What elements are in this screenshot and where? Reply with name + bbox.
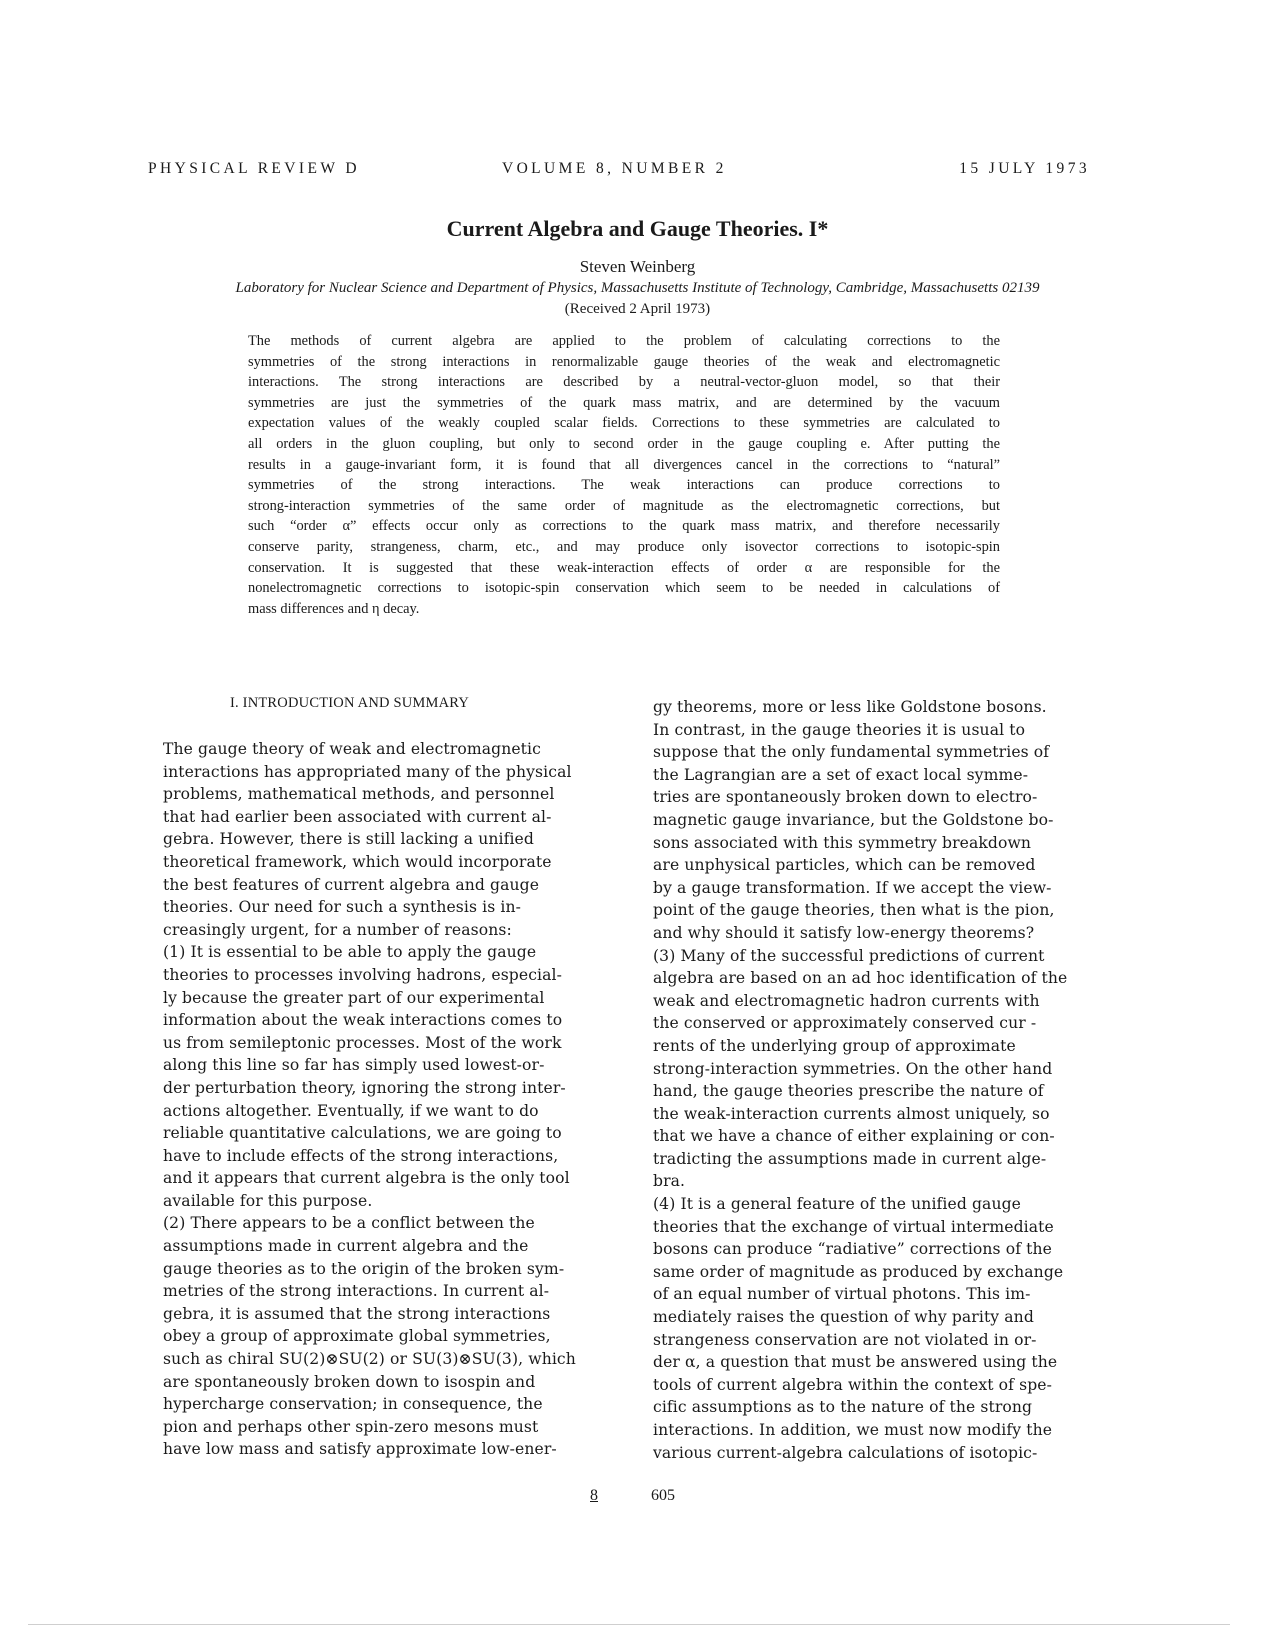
text-line: (3) Many of the successful predictions of current [653, 946, 1045, 965]
section-heading: I. INTRODUCTION AND SUMMARY [230, 695, 470, 711]
text-line: mediately raises the question of why parity and [653, 1308, 1034, 1327]
journal-name: PHYSICAL REVIEW D [148, 160, 360, 177]
issue-date: 15 JULY 1973 [959, 160, 1090, 177]
text-line: der α, a question that must be answered using the [653, 1353, 1058, 1372]
text-line: the conserved or approximately conserved cur - [653, 1014, 1037, 1033]
text-line: weak and electromagnetic hadron currents with [653, 991, 1040, 1010]
text-line: metries of the strong interactions. In current al- [163, 1282, 550, 1301]
text-line: mass differences and η decay. [248, 600, 420, 617]
text-line: have low mass and satisfy approximate low-ener- [163, 1440, 557, 1459]
text-line: and why should it satisfy low-energy theorems? [653, 923, 1035, 942]
text-line: gebra, it is assumed that the strong interactions [163, 1304, 551, 1323]
text-line: us from semileptonic processes. Most of the work [163, 1033, 562, 1052]
text-line: theories. Our need for such a synthesis is in- [163, 898, 521, 917]
text-line: same order of magnitude as produced by exchange [653, 1262, 1064, 1281]
text-line: available for this purpose. [163, 1191, 373, 1210]
text-line: The methods of current algebra are applied to the problem of calculating corrections to the [248, 333, 1000, 349]
text-line: interactions has appropriated many of the physical [163, 762, 572, 781]
text-line: interactions. In addition, we must now modify the [653, 1421, 1053, 1439]
right-column [653, 696, 1106, 1464]
volume-number: VOLUME 8, NUMBER 2 [502, 160, 727, 177]
text-line: (4) It is a general feature of the unified gauge [653, 1195, 1021, 1214]
paper-title: Current Algebra and Gauge Theories. I* [446, 216, 829, 241]
text-line: point of the gauge theories, then what is the pion, [653, 901, 1055, 920]
text-line: ly because the greater part of our experimental [163, 988, 545, 1007]
text-line: der perturbation theory, ignoring the strong inter- [163, 1078, 566, 1097]
text-line: (1) It is essential to be able to apply the gauge [163, 943, 537, 962]
left-column [163, 738, 603, 1461]
text-line: gy theorems, more or less like Goldstone bosons. [653, 698, 1047, 716]
text-line: various current-algebra calculations of isotopic- [653, 1443, 1038, 1462]
text-line: along this line so far has simply used lowest-or- [163, 1056, 545, 1075]
text-line: (2) There appears to be a conflict between the [163, 1214, 535, 1233]
page-number: 605 [651, 1487, 675, 1504]
text-line: of an equal number of virtual photons. This im- [653, 1285, 1031, 1304]
text-line: In contrast, in the gauge theories it is usual to [653, 720, 1026, 739]
text-line: such “order α” effects occur only as corrections to the quark mass matrix, and therefore necessarily [248, 518, 1000, 535]
text-line: theoretical framework, which would incorporate [163, 852, 552, 871]
author-affiliation: Laboratory for Nuclear Science and Department of Physics, Massachusetts Institute of Technology, Cambridge, Massachusetts 02139 [235, 280, 1040, 296]
text-line: expectation values of the weakly coupled scalar fields. Corrections to these symmetries are calculated to [248, 415, 1000, 432]
text-line: The gauge theory of weak and electromagnetic [163, 740, 541, 758]
text-line: hypercharge conservation; in consequence, the [163, 1395, 543, 1414]
text-line: tradicting the assumptions made in current alge- [653, 1149, 1047, 1168]
text-line: tools of current algebra within the context of spe- [653, 1375, 1052, 1394]
text-line: algebra are based on an ad hoc identification of the [653, 969, 1068, 988]
journal-header [148, 160, 1090, 182]
text-line: are spontaneously broken down to isospin and [163, 1372, 536, 1391]
text-line: strong-interaction symmetries. On the other hand [653, 1059, 1053, 1078]
text-line: hand, the gauge theories prescribe the nature of [653, 1082, 1044, 1101]
text-line: all orders in the gluon coupling, but only to second order in the gauge coupling e. After putting the [248, 435, 1000, 452]
text-line: creasingly urgent, for a number of reasons: [163, 920, 512, 939]
text-line: strong-interaction symmetries of the same order of magnitude as the electromagnetic corrections, but [248, 497, 1000, 514]
text-line: gauge theories as to the origin of the broken sym- [163, 1259, 565, 1278]
text-line: actions altogether. Eventually, if we want to do [163, 1101, 539, 1120]
text-line: tries are spontaneously broken down to electro- [653, 788, 1038, 807]
text-line: assumptions made in current algebra and the [163, 1237, 529, 1256]
abstract [248, 331, 1000, 619]
text-line: bosons can produce “radiative” corrections of the [653, 1240, 1052, 1259]
text-line: that we have a chance of either explaining or con- [653, 1127, 1055, 1146]
text-line: gebra. However, there is still lacking a unified [163, 830, 534, 849]
text-line: and it appears that current algebra is the only tool [163, 1169, 570, 1188]
text-line: reliable quantitative calculations, we are going to [163, 1124, 562, 1143]
text-line: the Lagrangian are a set of exact local symme- [653, 765, 1029, 784]
text-line: have to include effects of the strong interactions, [163, 1146, 559, 1165]
text-line: the best features of current algebra and gauge [163, 875, 540, 894]
text-line: strangeness conservation are not violated in or- [653, 1330, 1037, 1349]
text-line: suppose that the only fundamental symmetries of [653, 743, 1050, 762]
text-line: theories that the exchange of virtual intermediate [653, 1217, 1054, 1236]
text-line: theories to processes involving hadrons, especial- [163, 965, 562, 984]
text-line: interactions. The strong interactions are described by a neutral-vector-gluon model, so that their [248, 374, 1000, 391]
text-line: sons associated with this symmetry breakdown [653, 833, 1032, 852]
text-line: problems, mathematical methods, and personnel [163, 785, 555, 804]
text-line: magnetic gauge invariance, but the Goldstone bo- [653, 810, 1054, 829]
text-line: results in a gauge-invariant form, it is found that all divergences cancel in the corrections to “natural” [248, 456, 1000, 473]
text-line: the weak-interaction currents almost uniquely, so [653, 1104, 1050, 1123]
text-line: by a gauge transformation. If we accept the view- [653, 878, 1052, 897]
text-line: obey a group of approximate global symmetries, [163, 1327, 551, 1346]
author-name: Steven Weinberg [579, 257, 696, 276]
text-line: such as chiral SU(2)⊗SU(2) or SU(3)⊗SU(3), which [163, 1350, 576, 1369]
text-line: cific assumptions as to the nature of the strong [653, 1398, 1033, 1417]
text-line: conserve parity, strangeness, charm, etc., and may produce only isovector corrections to isotopic-spin [248, 538, 1000, 555]
text-line: symmetries of the strong interactions. The weak interactions can produce corrections to [248, 477, 1000, 494]
text-line: symmetries are just the symmetries of the quark mass matrix, and are determined by the vacuum [248, 394, 1000, 411]
text-line: bra. [653, 1172, 686, 1191]
text-line: pion and perhaps other spin-zero mesons must [163, 1417, 539, 1436]
text-line: information about the weak interactions comes to [163, 1011, 563, 1030]
text-line: that had earlier been associated with current al- [163, 807, 552, 826]
text-line: rents of the underlying group of approximate [653, 1036, 1016, 1055]
received-date: (Received 2 April 1973) [564, 301, 711, 317]
text-line: nonelectromagnetic corrections to isotopic-spin conservation which seem to be needed in calculations of [248, 580, 1000, 597]
text-line: are unphysical particles, which can be removed [653, 856, 1036, 875]
footer-volume: 8 [590, 1487, 598, 1504]
text-line: conservation. It is suggested that these weak-interaction effects of order α are responsible for the [248, 559, 1000, 576]
text-line: symmetries of the strong interactions in renormalizable gauge theories of the weak and electromagnetic [248, 353, 1000, 370]
page-bottom-rule [28, 1624, 1230, 1625]
